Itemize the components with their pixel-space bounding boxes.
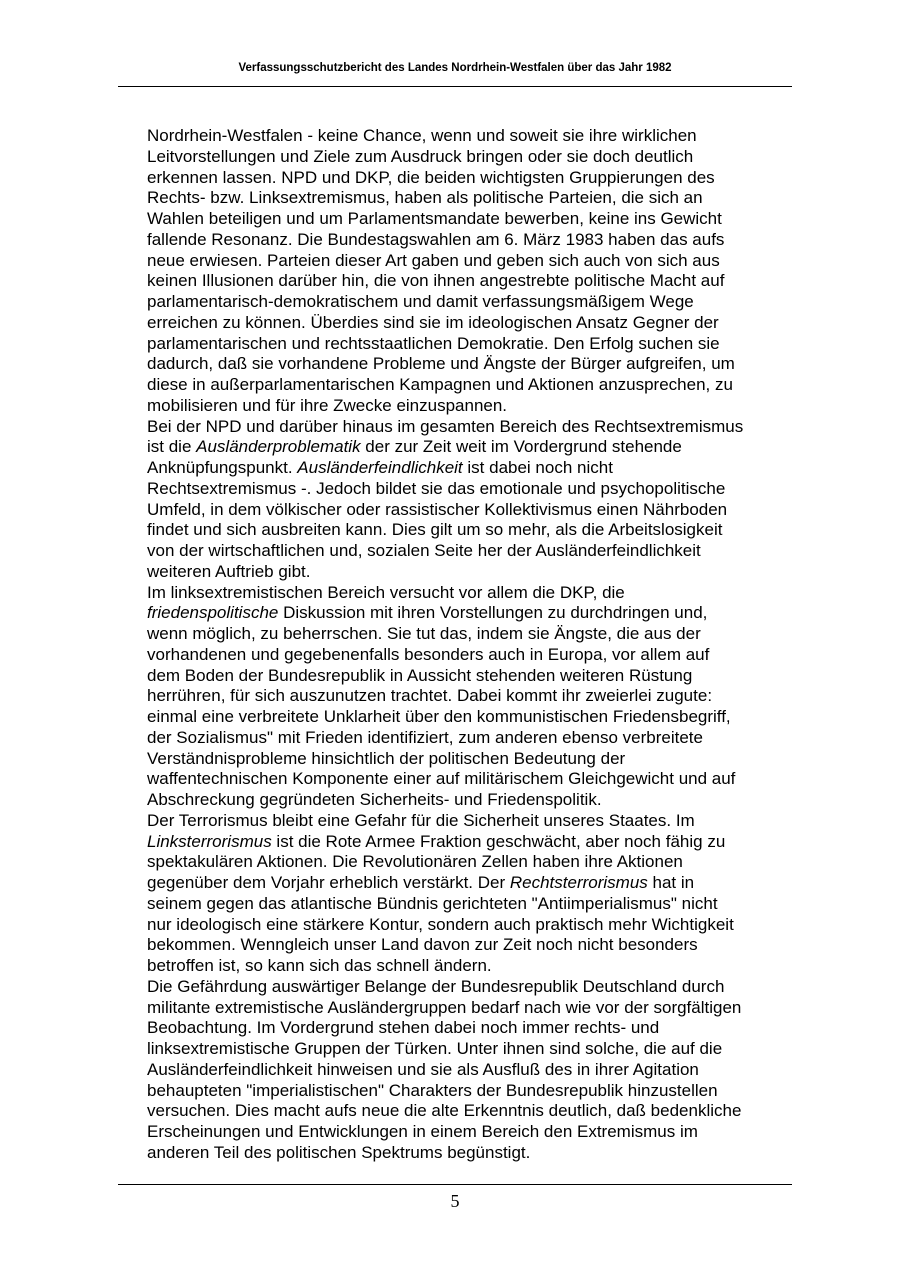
text-segment: bekommen. Wenngleich unser Land davon zur Zeit noch nicht besonders	[147, 935, 698, 955]
text-line	[147, 396, 807, 417]
text-segment: Bei der NPD und darüber hinaus im gesamten Bereich des Rechtsextremismus	[147, 416, 744, 436]
text-line	[147, 624, 807, 645]
text-line	[147, 811, 807, 832]
text-segment: militante extremistische Ausländergruppen bedarf nach wie vor der sorgfältigen	[147, 997, 742, 1017]
text-segment: hat in	[647, 873, 695, 892]
text-segment: Umfeld, in dem völkischer oder rassistischer Kollektivismus einen Nährboden	[147, 499, 728, 519]
text-segment: Leitvorstellungen und Ziele zum Ausdruck bringen oder sie doch deutlich	[147, 146, 694, 166]
text-line	[147, 1143, 807, 1164]
text-segment: parlamentarischen und rechtsstaatlichen Demokratie. Den Erfolg suchen sie	[147, 333, 720, 353]
text-segment: Erscheinungen und Entwicklungen in einem Bereich den Extremismus im	[147, 1122, 698, 1141]
text-line	[147, 168, 807, 189]
text-segment: vorhandenen und gegebenenfalls besonders auch in Europa, vor allem auf	[147, 644, 710, 664]
text-line	[147, 977, 807, 998]
text-segment: fallende Resonanz. Die Bundestagswahlen am 6. März 1983 haben das aufs	[147, 229, 725, 249]
text-segment: erreichen zu können. Überdies sind sie im ideologischen Ansatz Gegner der	[147, 312, 719, 332]
text-line	[147, 915, 807, 936]
text-segment: Beobachtung. Im Vordergrund stehen dabei noch immer rechts- und	[147, 1018, 660, 1038]
text-segment: einmal eine verbreitete Unklarheit über den kommunistischen Friedensbegriff,	[147, 707, 731, 726]
text-line	[147, 292, 807, 313]
text-segment: Rechts- bzw. Linksextremismus, haben als politische Parteien, die sich an	[147, 188, 703, 208]
text-segment: spektakulären Aktionen. Die Revolutionären Zellen haben ihre Aktionen	[147, 852, 683, 872]
text-line	[147, 251, 807, 272]
text-line	[147, 728, 807, 749]
text-segment: wenn möglich, zu beherrschen. Sie tut das, indem sie Ängste, die aus der	[147, 624, 701, 643]
text-segment: ist die Rote Armee Fraktion geschwächt, aber noch fähig zu	[271, 831, 726, 851]
text-segment: erkennen lassen. NPD und DKP, die beiden wichtigsten Gruppierungen des	[147, 167, 715, 187]
text-segment: behaupteten "imperialistischen" Charakters der Bundesrepublik hinzustellen	[147, 1080, 718, 1100]
text-segment: versuchen. Dies macht aufs neue die alte Erkenntnis deutlich, daß bedenkliche	[147, 1101, 742, 1121]
text-line	[147, 749, 807, 770]
emphasized-text: friedenspolitische	[147, 603, 279, 623]
text-line	[147, 437, 807, 458]
text-segment: seinem gegen das atlantische Bündnis gerichteten "Antiimperialismus" nicht	[147, 893, 718, 913]
text-line	[147, 188, 807, 209]
text-segment: weiteren Auftrieb gibt.	[147, 561, 311, 581]
text-segment: anderen Teil des politischen Spektrums begünstigt.	[147, 1142, 531, 1162]
text-segment: dadurch, daß sie vorhandene Probleme und Ängste der Bürger aufgreifen, um	[147, 354, 735, 374]
text-line	[147, 458, 807, 479]
text-line	[147, 769, 807, 790]
page-number: 5	[450, 1191, 460, 1211]
text-line	[147, 354, 807, 375]
text-segment: Diskussion mit ihren Vorstellungen zu durchdringen und,	[278, 603, 708, 623]
text-line	[147, 894, 807, 915]
text-segment: Ausländerfeindlichkeit hinweisen und sie als Ausfluß des in ihrer Agitation	[147, 1059, 699, 1079]
text-segment: herrühren, für sich auszunutzen trachtet. Dabei kommt ihr zweierlei zugute:	[147, 686, 713, 706]
text-line	[147, 541, 807, 562]
text-segment: Anknüpfungspunkt.	[147, 458, 298, 477]
footer-rule	[118, 1184, 792, 1185]
text-segment: mobilisieren und für ihre Zwecke einzuspannen.	[147, 395, 508, 415]
text-line	[147, 375, 807, 396]
text-segment: dem Boden der Bundesrepublik in Aussicht stehenden weiteren Rüstung	[147, 665, 693, 685]
text-segment: waffentechnischen Komponente einer auf militärischem Gleichgewicht und auf	[147, 769, 736, 789]
text-line	[147, 126, 807, 147]
text-segment: ist die	[147, 437, 197, 457]
text-segment: nur ideologisch eine stärkere Kontur, sondern auch praktisch mehr Wichtigkeit	[147, 914, 734, 934]
text-segment: betroffen ist, so kann sich das schnell ändern.	[147, 956, 492, 975]
text-line	[147, 935, 807, 956]
text-segment: Nordrhein-Westfalen - keine Chance, wenn und soweit sie ihre wirklichen	[147, 126, 697, 145]
text-segment: gegenüber dem Vorjahr erheblich verstärkt. Der	[147, 873, 510, 892]
text-segment: parlamentarisch-demokratischem und damit verfassungsmäßigem Wege	[147, 292, 694, 311]
text-line	[147, 562, 807, 583]
text-segment: keinen Illusionen darüber hin, die von ihnen angestrebte politische Macht auf	[147, 271, 725, 291]
text-segment: Die Gefährdung auswärtiger Belange der Bundesrepublik Deutschland durch	[147, 976, 725, 996]
text-line	[147, 271, 807, 292]
text-line	[147, 1039, 807, 1060]
text-line	[147, 500, 807, 521]
text-line	[147, 790, 807, 811]
text-line	[147, 956, 807, 977]
text-segment: Verständnisprobleme hinsichtlich der politischen Bedeutung der	[147, 748, 626, 768]
text-segment: von der wirtschaftlichen und, sozialen Seite her der Ausländerfeindlichkeit	[147, 541, 701, 560]
text-line	[147, 832, 807, 853]
text-line	[147, 313, 807, 334]
body-text	[147, 126, 807, 1164]
text-segment: findet und sich ausbreiten kann. Dies gilt um so mehr, als die Arbeitslosigkeit	[147, 520, 723, 540]
text-line	[147, 417, 807, 438]
emphasized-text: Linksterrorismus	[147, 831, 272, 851]
emphasized-text: Ausländerproblematik	[196, 437, 361, 457]
text-line	[147, 686, 807, 707]
header-rule	[118, 86, 792, 87]
text-line	[147, 520, 807, 541]
text-line	[147, 707, 807, 728]
text-line	[147, 230, 807, 251]
text-line	[147, 209, 807, 230]
text-line	[147, 334, 807, 355]
text-line	[147, 998, 807, 1019]
emphasized-text: Rechtsterrorismus	[509, 873, 648, 892]
text-segment: linksextremistische Gruppen der Türken. Unter ihnen sind solche, die auf die	[147, 1039, 723, 1058]
text-line	[147, 1018, 807, 1039]
text-segment: Rechtsextremismus -. Jedoch bildet sie das emotionale und psychopolitische	[147, 478, 726, 498]
emphasized-text: Ausländerfeindlichkeit	[297, 458, 463, 477]
page-header: Verfassungsschutzbericht des Landes Nordrhein-Westfalen über das Jahr 1982	[238, 62, 672, 74]
text-line	[147, 852, 807, 873]
text-line	[147, 1122, 807, 1143]
text-segment: neue erwiesen. Parteien dieser Art gaben und geben sich auch von sich aus	[147, 250, 720, 270]
text-line	[147, 666, 807, 687]
text-segment: Wahlen beteiligen und um Parlamentsmandate bewerben, keine ins Gewicht	[147, 209, 722, 228]
text-segment: diese in außerparlamentarischen Kampagnen und Aktionen anzusprechen, zu	[147, 375, 733, 394]
text-line	[147, 479, 807, 500]
text-line	[147, 603, 807, 624]
text-segment: Abschreckung gegründeten Sicherheits- und Friedenspolitik.	[147, 790, 602, 809]
text-line	[147, 1060, 807, 1081]
text-segment: Der Terrorismus bleibt eine Gefahr für die Sicherheit unseres Staates. Im	[147, 810, 695, 830]
text-line	[147, 645, 807, 666]
text-line	[147, 1101, 807, 1122]
text-segment: ist dabei noch nicht	[462, 458, 613, 477]
text-segment: der zur Zeit weit im Vordergrund stehende	[360, 437, 682, 457]
text-segment: der Sozialismus" mit Frieden identifiziert, zum anderen ebenso verbreitete	[147, 727, 703, 747]
text-line	[147, 873, 807, 894]
text-line	[147, 583, 807, 604]
text-line	[147, 1081, 807, 1102]
text-segment: Im linksextremistischen Bereich versucht vor allem die DKP, die	[147, 582, 625, 602]
text-line	[147, 147, 807, 168]
